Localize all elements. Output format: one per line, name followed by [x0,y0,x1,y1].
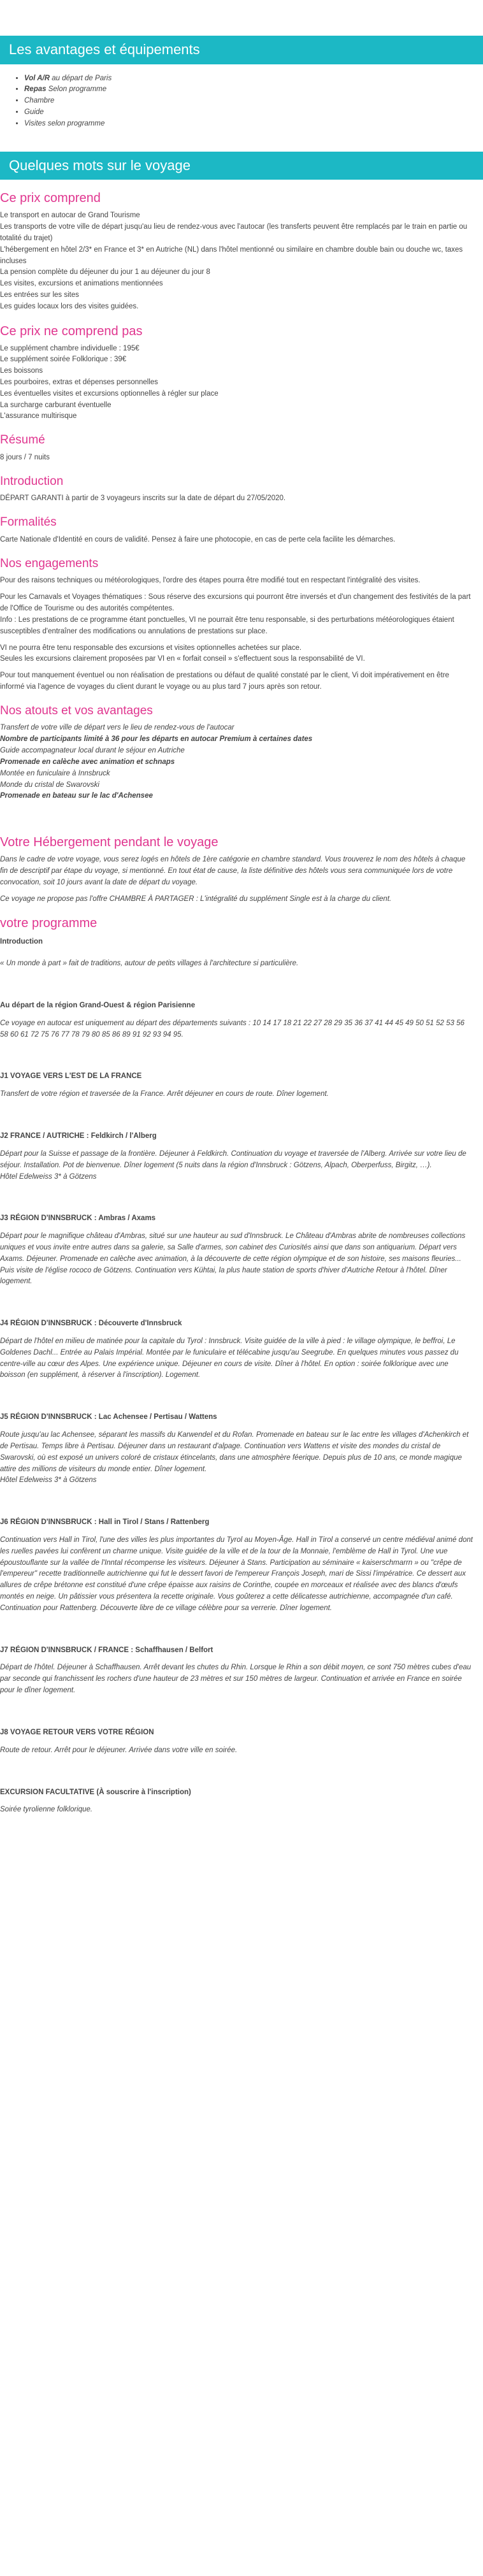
formalites-title: Formalités [0,515,57,529]
day-title: J1 VOYAGE VERS L'EST DE LA FRANCE [0,1072,142,1081]
engagements-paragraph: Pour des raisons techniques ou météorologiques, l'ordre des étapes pourra être modifié tout en respectant l'intégralité des visites. [0,577,421,585]
day-title: J6 RÉGION D'INNSBRUCK : Hall in Tirol / Stans / Rattenberg [0,1518,210,1527]
voyage-details [0,190,483,1816]
list-item: • Nombre de participants limité à 36 pour les départs en autocar Premium à certaines dates [0,734,474,745]
day-hotel: Hôtel Edelweiss 3* à Götzens [0,1172,97,1181]
introduction-title: Introduction [0,474,64,488]
list-item: • Promenade en calèche avec animation et schnaps [0,757,474,768]
list-item: • La pension complète du déjeuner du jour 1 au déjeuner du jour 8 [0,267,474,278]
prix-ne-comprend-list [0,343,474,423]
list-item: • Les transports de votre ville de départ jusqu'au lieu de rendez-vous avec l'autocar (les transferts peuvent être remplacés par le train en partie ou totalité du trajet) [0,222,474,245]
quelques-mots-title: Quelques mots sur le voyage [9,157,191,173]
programme-intro-label: Introduction [0,938,43,946]
engagements-paragraph: Pour tout manquement éventuel ou non réalisation de prestations ou défaut de qualité constaté par le client, Vi doit impérativement en être informé via l'agence de voyages du client durant le voyage ou au plus tard 7 jours après son retour. [0,672,449,691]
list-item: • Les boissons [0,366,474,377]
day-text: Route de retour. Arrêt pour le déjeuner. Arrivée dans votre ville en soirée. [0,1746,238,1754]
engagements-paragraph: Pour les Carnavals et Voyages thématiques : Sous réserve des excursions qui pourront être inversés et d'un changement des festivités de la part de l'Office de Tourisme ou des autorités compétentes. [0,593,471,613]
list-item: • Vol A/R au départ de Paris [24,73,483,85]
engagements-title: Nos engagements [0,556,99,570]
day-text: Départ de l'hôtel. Déjeuner à Schaffhausen. Arrêt devant les chutes du Rhin. Lorsque le Rhin a son débit moyen, ce sont 750 mètres cubes d'eau par seconde qui franchissent les rochers d'une hauteur de 23 mètres et sur 150 mètres de largeur. Continuation et arrivée en France en soirée pour le dîner logement. [0,1664,472,1695]
day-title: J7 RÉGION D'INNSBRUCK / FRANCE : Schaffhausen / Belfort [0,1646,213,1654]
list-item: • Les éventuelles visites et excursions optionnelles à régler sur place [0,389,474,400]
quelques-mots-header [0,152,483,180]
list-item: • Le transport en autocar de Grand Tourisme [0,210,474,222]
list-item: • Guide [24,107,483,119]
hebergement-title: Votre Hébergement pendant le voyage [0,835,219,850]
hebergement-paragraph: Ce voyage ne propose pas l'offre CHAMBRE À PARTAGER : L'intégralité du supplément Single est à la charge du client. [0,895,392,903]
engagements-paragraph: VI ne pourra être tenu responsable des excursions et visites optionnelles achetées sur place. [0,644,302,652]
page [0,36,483,1816]
list-item: • Les guides locaux lors des visites guidées. [0,301,474,313]
regions-title: Au départ de la région Grand-Ouest & région Parisienne [0,1002,196,1009]
day-title: EXCURSION FACULTATIVE (À souscrire à l'inscription) [0,1788,191,1796]
resume-title: Résumé [0,433,45,447]
avantages-header [0,36,483,64]
day-title: J4 RÉGION D'INNSBRUCK : Découverte d'Innsbruck [0,1320,182,1328]
formalites-text: Carte Nationale d'Identité en cours de validité. Pensez à faire une photocopie, en cas de perte cela facilite les démarches. [0,535,396,543]
regions-text: Ce voyage en autocar est uniquement au départ des départements suivants : 10 14 17 18 21 22 27 28 29 35 36 37 41 44 45 49 50 51 52 53 56 58 60 61 72 75 76 77 78 79 80 85 86 89 91 92 93 94 95. [0,1019,465,1039]
day-text: Soirée tyrolienne folklorique. [0,1806,93,1814]
avantages-title: Les avantages et équipements [9,41,200,57]
list-item: • Montée en funiculaire à Innsbruck [0,768,474,780]
list-item: • Les pourboires, extras et dépenses personnelles [0,377,474,389]
day-title: J2 FRANCE / AUTRICHE : Feldkirch / l'Alberg [0,1132,157,1140]
list-item: • Guide accompagnateur local durant le séjour en Autriche [0,745,474,757]
resume-section [0,433,474,719]
list-item: • Transfert de votre ville de départ vers le lieu de rendez-vous de l'autocar [0,723,474,734]
day-text: Départ de l'hôtel en milieu de matinée pour la capitale du Tyrol : Innsbruck. Visite guidée de la ville à pied : le village olympique, le beffroi, Le Goldenes Dachl... Entrée au Palais Impérial. Montée par le funiculaire et télécabine jusqu'au Seegrube. En quelques minutes vous passez du centre-ville au cœur des Alpes. Une expérience unique. Déjeuner en cours de visite. Dîner à l'hôtel. En option : soirée folklorique avec une boisson (en supplément, à réserver à l'inscription). Logement. [0,1337,459,1379]
list-item: • Le supplément soirée Folklorique : 39€ [0,354,474,366]
engagements-paragraph: Seules les excursions clairement proposées par VI en « forfait conseil » s'effectuent sous la responsabilité de VI. [0,655,365,663]
day-text: Transfert de votre région et traversée de la France. Arrêt déjeuner en cours de route. Dîner logement. [0,1090,329,1098]
prix-comprend-title: Ce prix comprend [0,191,101,206]
day-title: J8 VOYAGE RETOUR VERS VOTRE RÉGION [0,1728,154,1736]
prix-ne-comprend-title: Ce prix ne comprend pas [0,324,143,338]
list-item: • Chambre [24,96,483,107]
list-item: • Visites selon programme [24,119,483,130]
programme-intro-text: « Un monde à part » fait de traditions, autour de petits villages à l'architecture si particulière. [0,960,299,968]
list-item: • Repas Selon programme [24,84,483,96]
day-text: Départ pour le magnifique château d'Ambras, situé sur une hauteur au sud d'Innsbruck. Le Château d'Ambras abrite de nombreuses collections uniques et vous invite entre autres dans sa galerie, sa Salle d'armes, son cabinet des Curiosités ainsi que dans son antiquarium. Départ vers Axams. Déjeuner. Promenade en calèche avec animation, à la découverte de cette région olympique et de son histoire, ses maisons fleuries... Puis visite de l'église rococo de Götzens. Continuation vers Kühtai, la plus haute station de sports d'hiver d'Autriche Retour à l'hôtel. Dîner logement. [0,1232,466,1286]
hebergement-paragraph: Dans le cadre de votre voyage, vous serez logés en hôtels de 1ère catégorie en chambre standard. Vous trouverez le nom des hôtels à chaque fin de descriptif par étape du voyage, si mentionné. En tout état de cause, la liste définitive des hôtels vous sera communiquée lors de votre convocation, soit 10 jours avant la date de départ du voyage. [0,856,466,886]
list-item: • Promenade en bateau sur le lac d'Achensee [0,791,474,802]
day-hotel: Hôtel Edelweiss 3* à Götzens [0,1476,97,1485]
list-item: • Les entrées sur les sites [0,290,474,301]
day-text: Route jusqu'au lac Achensee, séparant les massifs du Karwendel et du Rofan. Promenade en bateau sur le lac entre les villages d'Achenkirch et de Pertisau. Temps libre à Pertisau. Déjeuner dans un restaurant d'alpage. Continuation vers Wattens et visite des mondes du cristal de Swarovski, où est exposé un univers coloré de cristaux étincelants, dans une atmosphère féerique. Depuis plus de 10 ans, ce monde magique attire des millions de visiteurs du monde entier. Dîner logement. [0,1431,469,1473]
list-item: • L'hébergement en hôtel 2/3* en France et 3* en Autriche (NL) dans l'hôtel mentionné ou similaire en chambre double bain ou douche wc, taxes incluses [0,245,474,268]
engagements-paragraph: Info : Les prestations de ce programme étant ponctuelles, VI ne pourrait être tenu responsable, si des perturbations météorologiques étaient susceptibles d'entraîner des modifications ou annulations de prestations sur place. [0,615,454,635]
list-item: • Monde du cristal de Swarovski [0,780,474,791]
resume-text: 8 jours / 7 nuits [0,453,50,461]
day-text: Continuation vers Hall in Tirol, l'une des villes les plus importantes du Tyrol au Moyen-Âge. Hall in Tirol a conservé un centre médiéval animé dont les ruelles pavées lui confèrent un charme unique. Visite guidée de la ville et de la tour de la Monnaie, l'emblème de Hall in Tyrol. Une vue époustouflante sur la vallée de l'Inntal récompense les visiteurs. Déjeuner à Stans. Participation au séminaire « kaiserschmarrn » ou "crêpe de l'empereur" recette traditionnelle autrichienne qui fut le dessert favori de l'empereur François Joseph, mari de Sissi l'impératrice. Ce dessert aux allures de crêpe brétonne est constitué d'une crêpe épaisse aux raisins de Corinthe, coupée en morceaux et réalisée avec des blancs d'œufs montés en neige. Un pâtissier vous présentera la recette originale. Vous goûterez a cette délicatesse autrichienne, accompagnée d'un café. Continuation pour Rattenberg. Découverte libre de ce village célèbre pour sa verrerie. Dîner logement. [0,1536,473,1612]
atouts-list [0,723,474,802]
list-item: • L'assurance multirisque [0,411,474,422]
prix-comprend-list [0,210,474,312]
list-item: • Les visites, excursions et animations mentionnées [0,278,474,290]
list-item: • La surcharge carburant éventuelle [0,400,474,412]
day-title: J3 RÉGION D'INNSBRUCK : Ambras / Axams [0,1214,156,1223]
day-text: Départ pour la Suisse et passage de la frontière. Déjeuner à Feldkirch. Continuation du voyage et traversée de l'Alberg. Arrivée sur votre lieu de séjour. Installation. Pot de bienvenue. Dîner logement (5 nuits dans la région d'Innsbruck : Götzens, Alpach, Oberperfuss, Birgitz, …). [0,1149,466,1169]
day-title: J5 RÉGION D'INNSBRUCK : Lac Achensee / Pertisau / Wattens [0,1413,217,1421]
programme-title: votre programme [0,916,97,931]
atouts-title: Nos atouts et vos avantages [0,703,153,717]
introduction-text: DÉPART GARANTI à partir de 3 voyageurs inscrits sur la date de départ du 27/05/2020. [0,494,286,503]
avantages-list [0,73,483,130]
list-item: • Le supplément chambre individuelle : 195€ [0,343,474,355]
